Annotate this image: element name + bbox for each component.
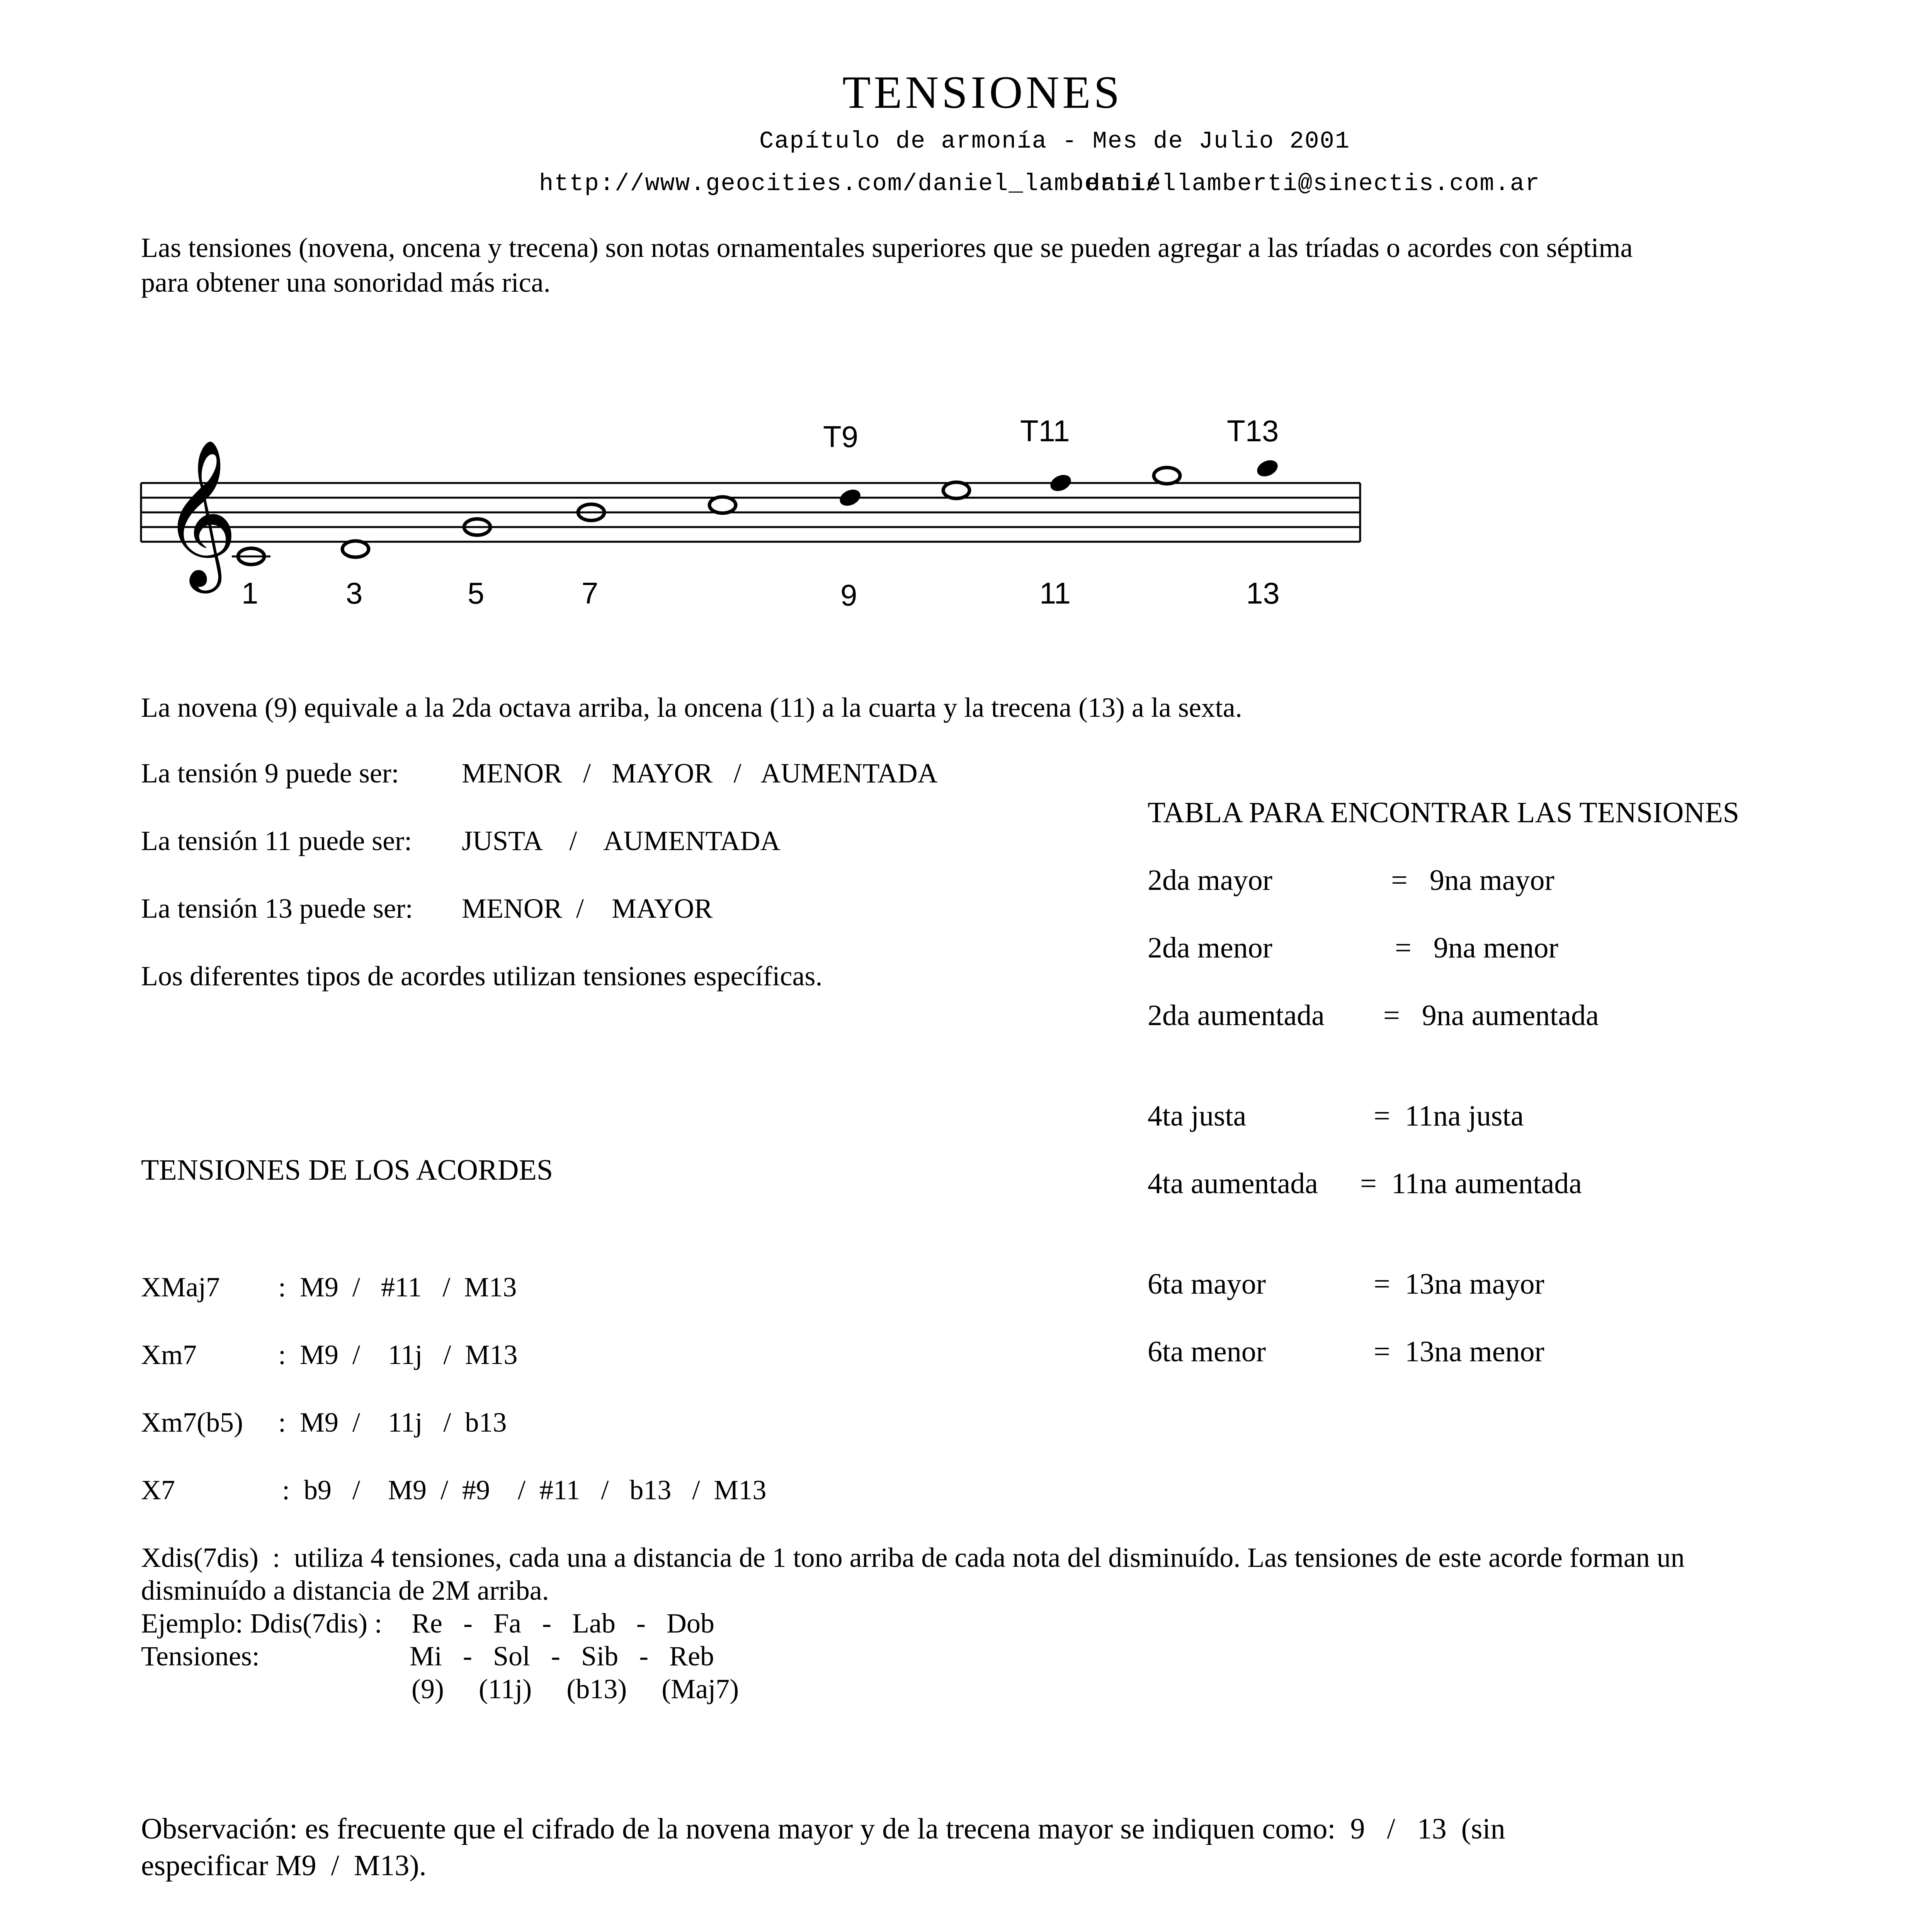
xdis-example-label: Ejemplo: Ddis(7dis) : [141,1608,382,1639]
xdis-tension-notes: Mi - Sol - Sib - Reb [410,1641,714,1672]
xdis-tension-numbers: (9) (11j) (b13) (Maj7) [412,1673,739,1704]
degree-label-1: 1 [242,576,259,610]
degree-label-7: 7 [582,576,599,610]
tension-13-values: MENOR / MAYOR [462,893,713,924]
tension-label-11: T11 [1020,414,1070,448]
note-12 [1154,468,1180,484]
degree-label-13: 13 [1246,576,1280,610]
specific-tensions-note: Los diferentes tipos de acordes utilizan tensiones específicas. [141,961,823,992]
note-tension-13 [1255,457,1281,480]
equivalence-text: La novena (9) equivale a la 2da octava arriba, la oncena (11) a la cuarta y la trecena (13) a la sexta. [141,692,1242,723]
degree-label-3: 3 [346,576,363,610]
tension-label-9: T9 [823,420,859,454]
table-title: TABLA PARA ENCONTRAR LAS TENSIONES [1148,796,1740,829]
table-row-right: = 13na menor [1374,1335,1544,1368]
chapter-subtitle: Capítulo de armonía - Mes de Julio 2001 [759,128,1350,155]
observation-line-2: especificar M9 / M13). [141,1849,427,1882]
chord-name: X7 [141,1475,175,1505]
tension-11-label: La tensión 11 puede ser: [141,825,412,856]
table-row-right: = 11na aumentada [1360,1167,1582,1200]
xdis-line-2: disminuído a distancia de 2M arriba. [141,1575,549,1606]
table-row-right: = 9na menor [1395,932,1558,964]
table-row-right: = 13na mayor [1374,1268,1544,1300]
tension-11-values: JUSTA / AUMENTADA [462,825,781,856]
table-row-right: = 9na mayor [1391,864,1554,896]
degree-label-9: 9 [840,578,857,612]
tension-13-label: La tensión 13 puede ser: [141,893,413,924]
table-row-left: 2da menor [1148,932,1272,964]
treble-clef-icon: 𝄞 [162,441,238,583]
table-row-left: 6ta mayor [1148,1268,1266,1300]
note-8 [709,497,736,513]
chord-tensions-values: : M9 / 11j / b13 [278,1407,507,1438]
table-row-left: 6ta menor [1148,1335,1266,1368]
author-email[interactable]: daniellamberti@sinectis.com.ar [1086,170,1541,197]
note-tension-9 [837,486,863,509]
note-10 [943,482,969,498]
chord-name: XMaj7 [141,1272,220,1303]
degree-label-5: 5 [468,576,485,610]
chord-name: Xm7 [141,1339,197,1370]
tension-scale-staff [0,386,1932,638]
xdis-line-1: Xdis(7dis) : utiliza 4 tensiones, cada una a distancia de 1 tono arriba de cada nota del disminuído. Las tensiones de este acorde forman un [141,1542,1685,1573]
table-row-right: = 11na justa [1374,1100,1524,1132]
author-url[interactable]: http://www.geocities.com/daniel_lamberti/ [539,170,1160,197]
page-title: TENSIONES [842,66,1123,118]
table-row-left: 4ta aumentada [1148,1167,1318,1200]
tension-9-label: La tensión 9 puede ser: [141,758,399,789]
degree-label-11: 11 [1039,576,1071,610]
table-row-left: 4ta justa [1148,1100,1247,1132]
tension-label-13: T13 [1227,414,1279,448]
chord-name: Xm7(b5) [141,1407,243,1438]
xdis-tensions-label: Tensiones: [141,1641,260,1672]
chord-tensions-values: : M9 / #11 / M13 [278,1272,517,1303]
table-row-left: 2da mayor [1148,864,1272,896]
tension-9-values: MENOR / MAYOR / AUMENTADA [462,758,938,789]
chord-tensions-title: TENSIONES DE LOS ACORDES [141,1154,553,1186]
observation-line-1: Observación: es frecuente que el cifrado de la novena mayor y de la trecena mayor se indiquen como: 9 / 13 (sin [141,1813,1505,1845]
intro-line-1: Las tensiones (novena, oncena y trecena) son notas ornamentales superiores que se pueden agregar a las tríadas o acordes con séptima [141,232,1633,263]
intro-line-2: para obtener una sonoridad más rica. [141,267,551,298]
table-row-right: = 9na aumentada [1383,999,1599,1032]
xdis-example-notes: Re - Fa - Lab - Dob [412,1608,714,1639]
note-3 [342,541,369,557]
chord-tensions-values: : M9 / 11j / M13 [278,1339,518,1370]
note-tension-11 [1048,472,1074,494]
table-row-left: 2da aumentada [1148,999,1325,1032]
chord-tensions-values: : b9 / M9 / #9 / #11 / b13 / M13 [282,1475,767,1505]
